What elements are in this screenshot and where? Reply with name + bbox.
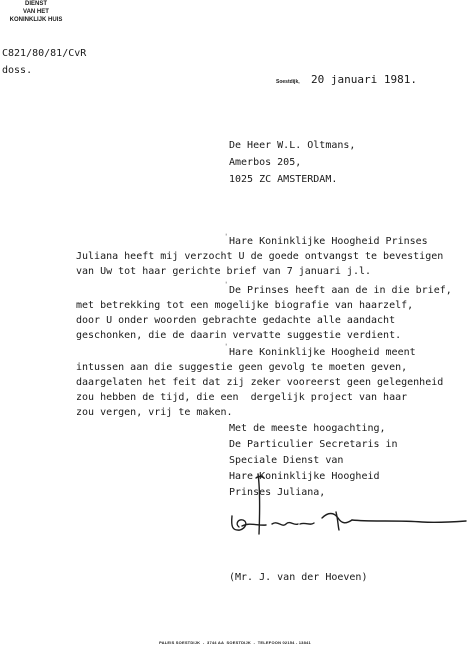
body-p1-line-3: van Uw tot haar gerichte brief van 7 januari j.l.: [76, 266, 372, 277]
paragraph-mark: ˈ: [224, 233, 229, 241]
closing-line-5: Prinses Juliana,: [229, 487, 326, 498]
reference-doss: doss.: [2, 65, 33, 76]
paragraph-mark: ˈ: [224, 281, 229, 289]
letter-footer: PALEIS SOESTDIJK - 3744 AA SOESTDIJK - TELEFOON 02154 - 13841: [159, 640, 311, 645]
closing-line-3: Speciale Dienst van: [229, 455, 344, 466]
body-p3-line-2: intussen aan die suggestie geen gevolg te moeten geven,: [76, 362, 408, 373]
body-p1-line-2: Juliana heeft mij verzocht U de goede ontvangst te bevestigen: [76, 251, 444, 262]
letterhead: [4, 0, 68, 24]
signatory-name: (Mr. J. van der Hoeven): [229, 572, 368, 583]
body-p3-line-5: zou vergen, vrij te maken.: [76, 407, 233, 418]
closing-line-1: Met de meeste hoogachting,: [229, 423, 386, 434]
closing-line-4: Hare Koninklijke Hoogheid: [229, 471, 380, 482]
recipient-name: De Heer W.L. Oltmans,: [229, 140, 356, 151]
reference-code: C821/80/81/CvR: [2, 48, 87, 59]
body-p2-line-3: door U onder woorden gebrachte gedachte alle aandacht: [76, 315, 396, 326]
letter-date: 20 januari 1981.: [311, 73, 417, 86]
letterhead-line-3: KONINKLIJK HUIS: [9, 17, 63, 23]
paragraph-mark: ˈ: [224, 343, 229, 351]
body-p2-line-4: geschonken, die de daarin vervatte suggestie verdient.: [76, 330, 402, 341]
recipient-city: 1025 ZC AMSTERDAM.: [229, 174, 338, 185]
body-p1-line-1: Hare Koninklijke Hoogheid Prinses: [229, 236, 428, 247]
date-place: Soestdijk,: [276, 79, 300, 85]
recipient-street: Amerbos 205,: [229, 157, 302, 168]
body-p2-line-2: met betrekking tot een mogelijke biografie van haarzelf,: [76, 300, 414, 311]
body-p3-line-3: daargelaten het feit dat zij zeker vooreerst geen gelegenheid: [76, 377, 444, 388]
letterhead-line-1: DIENST: [24, 1, 47, 7]
body-p3-line-4: zou hebben de tijd, die een dergelijk project van haar: [76, 392, 408, 403]
letterhead-line-2: VAN HET: [23, 9, 49, 15]
body-p3-line-1: Hare Koninklijke Hoogheid meent: [229, 347, 416, 358]
handwritten-signature: [222, 468, 468, 548]
body-p2-line-1: De Prinses heeft aan de in die brief,: [229, 285, 452, 296]
closing-line-2: De Particulier Secretaris in: [229, 439, 398, 450]
